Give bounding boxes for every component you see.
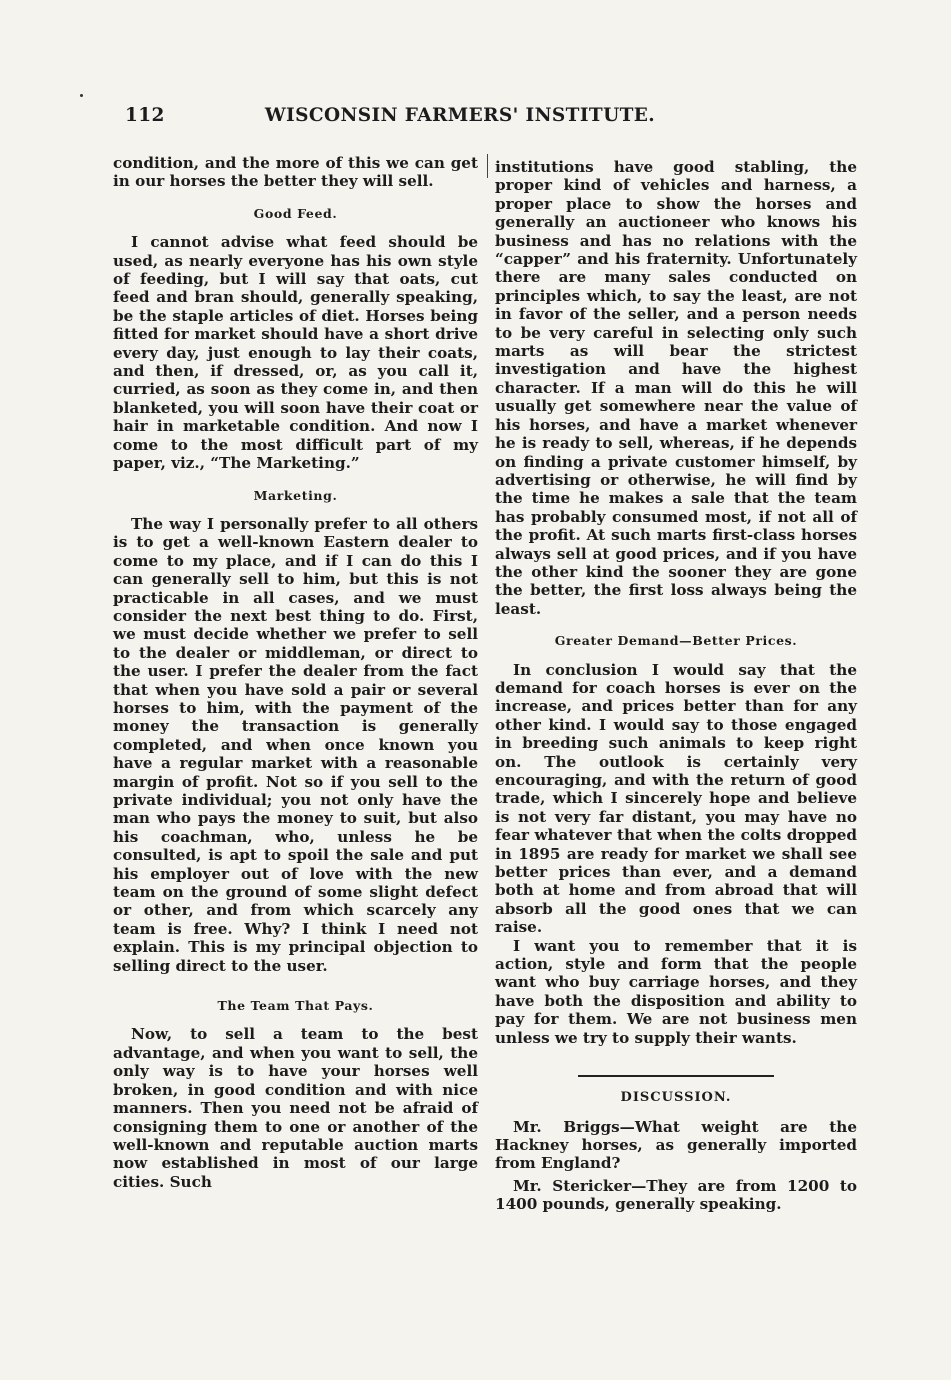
- paragraph: condition, and the more of this we can get in our horses the better they will sell.: [113, 154, 478, 191]
- page-speck: [80, 94, 83, 97]
- paragraph: In conclusion I would say that the demand for coach horses is ever on the increase, and prices better than for any other kind. I would say to those engaged in breeding such animals to keep right on. The outlook is certainly very encouraging, and with the return of good trade, which I sincerely hope and believe is not very far distant, you may have no fear whatever that when the colts dropped in 1895 are ready for market we shall see better prices than ever, and a demand both at home and from abroad that will absorb all the good ones that we can raise.: [495, 660, 857, 937]
- section-rule: [578, 1075, 774, 1077]
- page-number: 112: [125, 105, 165, 126]
- running-header: [125, 105, 695, 126]
- paragraph: I cannot advise what feed should be used, as nearly everyone has his own style of feeding, but I will say that oats, cut feed and bran should, generally speaking, be the staple articles of diet. Horses being fitted for market should have a short drive every day, just enough to lay their coats, and then, if dressed, or, as you call it, curried, as soon as they come in, and then blanketed, you will soon have their coat or hair in marketable condition. And now I come to the most difficult part of my paper, viz., “The Marketing.”: [113, 233, 478, 473]
- paragraph: institutions have good stabling, the proper kind of vehicles and harness, a proper place to show the horses and generally an auctioneer who knows his business and has no relations with the “capper” and his fraternity. Unfortunately there are many sales conducted on principles which, to say the least, are not in favor of the seller, and a person needs to be very careful in selecting only such marts as will bear the strictest investigation and have the highest character. If a man will do this he will usually get somewhere near the value of his horses, and have a market whenever he is ready to sell, whereas, if he depends on finding a private customer himself, by advertising or otherwise, he will find by the time he makes a sale that the team has probably consumed most, if not all of the profit. At such marts first-class horses always sell at good prices, and if you have the other kind the sooner they are gone the better, the first loss always being the least.: [495, 158, 857, 618]
- discussion-heading: DISCUSSION.: [620, 1090, 732, 1106]
- section-heading-team-that-pays: The Team That Pays.: [217, 998, 374, 1014]
- section-heading-good-feed: Good Feed.: [253, 205, 338, 221]
- paragraph: Now, to sell a team to the best advantage, and when you want to sell, the only way is to have your horses well broken, in good condition and with nice manners. Then you need not be afraid of consigning them to one or another of the well-known and reputable auction marts now established in most of our large cities. Such: [113, 1025, 478, 1191]
- paragraph: I want you to remember that it is action, style and form that the people want who buy carriage horses, and they have both the disposition and ability to pay for them. We are not business men unless we try to supply their wants.: [495, 936, 857, 1047]
- column-divider: [487, 154, 488, 178]
- discussion-answer: Mr. Stericker—They are from 1200 to 1400 pounds, generally speaking.: [495, 1176, 857, 1214]
- running-title: WISCONSIN FARMERS' INSTITUTE.: [264, 105, 656, 126]
- discussion-question: Mr. Briggs—What weight are the Hackney horses, as generally imported from England?: [495, 1117, 857, 1173]
- right-column: [495, 158, 857, 1214]
- left-column: [113, 154, 478, 1191]
- paragraph: The way I personally prefer to all others is to get a well-known Eastern dealer to come to my place, and if I can do this I can generally sell to him, but this is not practicable in all cases, and we must consider the next best thing to do. First, we must decide whether we prefer to sell to the dealer or middleman, or direct to the user. I prefer the dealer from the fact that when you have sold a pair or several horses to him, with the payment of the money the transaction is generally completed, and when once known you have a regular market with a reasonable margin of profit. Not so if you sell to the private individual; you not only have the man who pays the money to suit, but also his coachman, who, unless he be consulted, is apt to spoil the sale and put his employer out of love with the new team on the ground of some slight defect or other, and from which scarcely any team is free. Why? I think I need not explain. This is my principal objection to selling direct to the user.: [113, 514, 478, 975]
- section-heading-marketing: Marketing.: [253, 487, 338, 503]
- section-heading-greater-demand: Greater Demand—Better Prices.: [554, 633, 798, 649]
